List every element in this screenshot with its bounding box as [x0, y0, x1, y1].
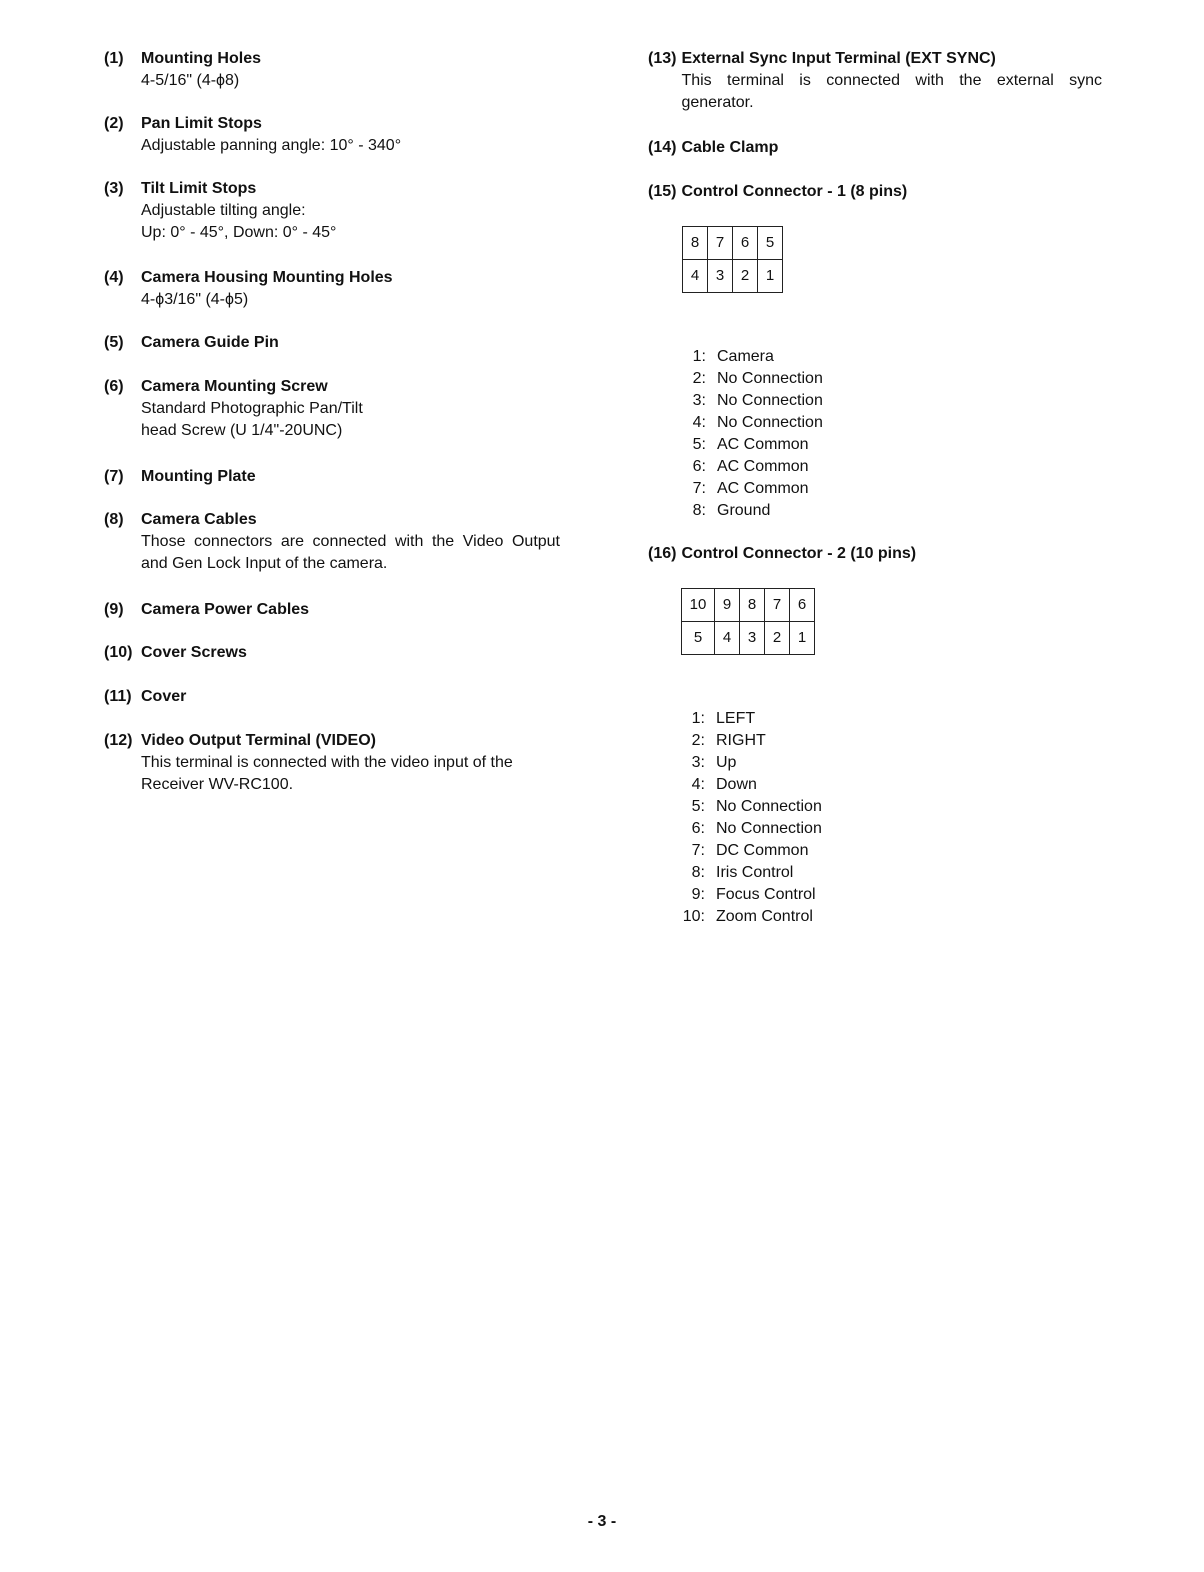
item-video-output-terminal [104, 730, 560, 796]
item-number: (9) [104, 601, 124, 618]
connector-1-pin-list [682, 346, 823, 522]
pin-cell: 10 [682, 589, 715, 622]
item-control-connector-1 [648, 181, 907, 203]
item-number: (11) [104, 688, 132, 705]
item-title: Camera Power Cables [141, 601, 310, 618]
pin-number: 4: [691, 776, 705, 793]
pin-number: 2: [691, 732, 705, 749]
pin-cell: 4 [683, 260, 708, 293]
item-number: (14) [648, 139, 677, 156]
item-number: (13) [648, 50, 677, 67]
item-title: Control Connector - 1 (8 pins) [681, 183, 908, 200]
pin-cell: 3 [708, 260, 733, 293]
item-title: External Sync Input Terminal (EXT SYNC) [681, 50, 996, 67]
pin-label: DC Common [716, 842, 809, 859]
pin-row [681, 752, 822, 774]
item-title: Tilt Limit Stops [141, 180, 257, 197]
item-tilt-limit-stops [104, 178, 336, 244]
item-title: Mounting Plate [141, 468, 256, 485]
item-number: (5) [104, 334, 124, 351]
pin-number: 2: [692, 370, 706, 387]
item-camera-housing-mounting-holes [104, 267, 393, 311]
pin-cell: 8 [740, 589, 765, 622]
item-desc: This terminal is connected with the external sync generator. [681, 72, 1102, 111]
pin-label: No Connection [716, 820, 822, 837]
item-desc: 4-ϕ3/16" (4-ϕ5) [141, 291, 249, 308]
pin-row [681, 708, 822, 730]
pin-cell: 1 [758, 260, 783, 293]
pin-row [681, 796, 822, 818]
pin-row [681, 906, 822, 928]
pin-cell: 9 [715, 589, 740, 622]
pin-cell: 3 [740, 622, 765, 655]
pin-row [681, 862, 822, 884]
item-number: (12) [104, 732, 133, 749]
item-title: Mounting Holes [141, 50, 261, 67]
item-desc: Standard Photographic Pan/Tilt [141, 400, 363, 417]
connector-2-pin-diagram [681, 588, 815, 655]
item-title: Camera Mounting Screw [141, 378, 328, 395]
item-camera-guide-pin [104, 332, 279, 354]
item-number: (10) [104, 644, 133, 661]
item-title: Pan Limit Stops [141, 115, 262, 132]
pin-label: AC Common [717, 458, 809, 475]
item-pan-limit-stops [104, 113, 401, 157]
pin-label: No Connection [717, 392, 823, 409]
item-title: Control Connector - 2 (10 pins) [681, 545, 917, 562]
item-number: (4) [104, 269, 124, 286]
pin-row [682, 478, 823, 500]
pin-row [682, 456, 823, 478]
pin-cell: 2 [765, 622, 790, 655]
pin-label: Camera [717, 348, 774, 365]
item-desc: Adjustable tilting angle: [141, 202, 306, 219]
pin-cell: 8 [683, 227, 708, 260]
pin-label: Zoom Control [716, 908, 813, 925]
item-number: (1) [104, 50, 124, 67]
pin-label: No Connection [717, 414, 823, 431]
pin-cell: 6 [733, 227, 758, 260]
pin-number: 3: [691, 754, 705, 771]
item-desc: 4-5/16" (4-ϕ8) [141, 72, 240, 89]
item-desc: Those connectors are connected with the Video Output and Gen Lock Input of the camera. [141, 533, 560, 572]
pin-number: 1: [692, 348, 706, 365]
item-desc: Adjustable panning angle: 10° - 340° [141, 137, 402, 154]
pin-label: Ground [717, 502, 771, 519]
pin-number: 10: [682, 908, 705, 925]
pin-cell: 7 [765, 589, 790, 622]
pin-row [681, 774, 822, 796]
item-number: (15) [648, 183, 677, 200]
item-title: Video Output Terminal (VIDEO) [141, 732, 376, 749]
connector-1-pin-diagram [682, 226, 783, 293]
item-title: Camera Housing Mounting Holes [141, 269, 393, 286]
item-title: Cover [141, 688, 187, 705]
item-desc-line2: Up: 0° - 45°, Down: 0° - 45° [141, 224, 337, 241]
pin-number: 5: [691, 798, 705, 815]
pin-row [682, 368, 823, 390]
item-number: (16) [648, 545, 677, 562]
item-title: Cover Screws [141, 644, 247, 661]
item-number: (8) [104, 511, 124, 528]
pin-cell: 1 [790, 622, 815, 655]
pin-label: Focus Control [716, 886, 816, 903]
item-number: (2) [104, 115, 124, 132]
pin-label: LEFT [716, 710, 756, 727]
pin-row [681, 818, 822, 840]
pin-label: No Connection [716, 798, 822, 815]
pin-cell: 4 [715, 622, 740, 655]
pin-number: 4: [692, 414, 706, 431]
pin-row [682, 434, 823, 456]
pin-row [682, 346, 823, 368]
item-number: (3) [104, 180, 124, 197]
pin-label: AC Common [717, 480, 809, 497]
item-control-connector-2 [648, 543, 916, 565]
pin-number: 1: [691, 710, 705, 727]
item-camera-mounting-screw [104, 376, 363, 442]
item-camera-cables [104, 509, 560, 575]
item-title: Camera Cables [141, 511, 257, 528]
item-camera-power-cables [104, 599, 309, 621]
item-number: (6) [104, 378, 124, 395]
pin-label: AC Common [717, 436, 809, 453]
pin-cell: 7 [708, 227, 733, 260]
pin-row [681, 840, 822, 862]
item-desc: This terminal is connected with the video input of the Receiver WV-RC100. [141, 754, 513, 793]
pin-row [681, 730, 822, 752]
pin-row [682, 500, 823, 522]
pin-number: 6: [692, 458, 706, 475]
pin-label: No Connection [717, 370, 823, 387]
pin-cell: 2 [733, 260, 758, 293]
item-desc-line2: head Screw (U 1/4"-20UNC) [141, 422, 343, 439]
pin-cell: 5 [682, 622, 715, 655]
item-cable-clamp [648, 137, 778, 159]
page-number: - 3 - [587, 1513, 617, 1530]
pin-number: 7: [691, 842, 705, 859]
pin-label: Up [716, 754, 737, 771]
item-external-sync-input [648, 48, 1102, 114]
item-cover-screws [104, 642, 247, 664]
pin-label: Iris Control [716, 864, 794, 881]
item-mounting-plate [104, 466, 256, 488]
item-mounting-holes [104, 48, 261, 92]
pin-number: 7: [692, 480, 706, 497]
pin-row [682, 412, 823, 434]
item-title: Cable Clamp [681, 139, 779, 156]
connector-2-pin-list [681, 708, 822, 928]
pin-number: 8: [691, 864, 705, 881]
pin-row [682, 390, 823, 412]
pin-number: 8: [692, 502, 706, 519]
item-cover [104, 686, 186, 708]
pin-number: 6: [691, 820, 705, 837]
pin-number: 5: [692, 436, 706, 453]
pin-label: Down [716, 776, 757, 793]
item-title: Camera Guide Pin [141, 334, 279, 351]
pin-cell: 5 [758, 227, 783, 260]
item-number: (7) [104, 468, 124, 485]
pin-label: RIGHT [716, 732, 766, 749]
pin-row [681, 884, 822, 906]
pin-number: 3: [692, 392, 706, 409]
pin-number: 9: [691, 886, 705, 903]
pin-cell: 6 [790, 589, 815, 622]
